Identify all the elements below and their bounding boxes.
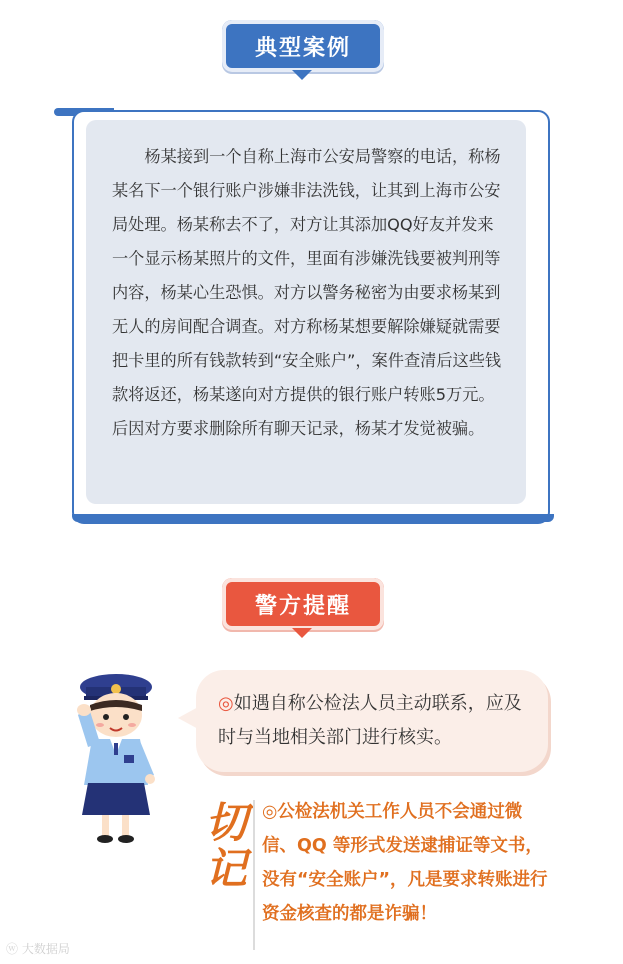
warning-message: 公检法机关工作人员不会通过微信、QQ 等形式发送逮捕证等文书，没有“安全账户”，凡是要求转账进行资金核查的都是诈骗！ (262, 802, 548, 924)
police-officer-illustration (58, 665, 168, 850)
watermark-text: 大数据局 (21, 942, 70, 956)
alert-title-banner (222, 578, 384, 630)
speech-bubble-text (218, 687, 538, 755)
case-story: 杨某接到一个自称上海市公安局警察的电话，称杨某名下一个银行账户涉嫌非法洗钱，让其到上海市公安局处理。杨某称去不了，对方让其添加QQ好友并发来一个显示杨某照片的文件，里面有涉嫌洗钱要被判刑等内容，杨某心生恐惧。对方以警务秘密为由要求杨某到无人的房间配合调查。对方称杨某想要解除嫌疑就需要把卡里的所有钱款转到“安全账户”，案件查清后这些钱款将返还，杨某遂向对方提供的银行账户转账5万元。后因对方要求删除所有聊天记录，杨某才发觉被骗。 (112, 147, 502, 438)
remember-label: 切记 (205, 798, 248, 893)
alert-title: 警方提醒 (254, 592, 351, 619)
circle-mark-icon: ◎ (218, 693, 234, 714)
circle-mark-icon: ◎ (262, 802, 278, 822)
case-title-banner (222, 20, 384, 72)
case-title: 典型案例 (254, 34, 351, 61)
warning-text-block (262, 795, 552, 931)
watermark (6, 940, 70, 957)
alert-title-pointer (292, 628, 312, 638)
case-frame-bottom (72, 514, 554, 522)
watermark-icon: ⓦ (6, 942, 22, 956)
bubble-message: 如遇自称公检法人员主动联系，应及时与当地相关部门进行核实。 (218, 693, 522, 748)
remember-divider (253, 800, 255, 950)
case-title-pointer (292, 70, 312, 80)
